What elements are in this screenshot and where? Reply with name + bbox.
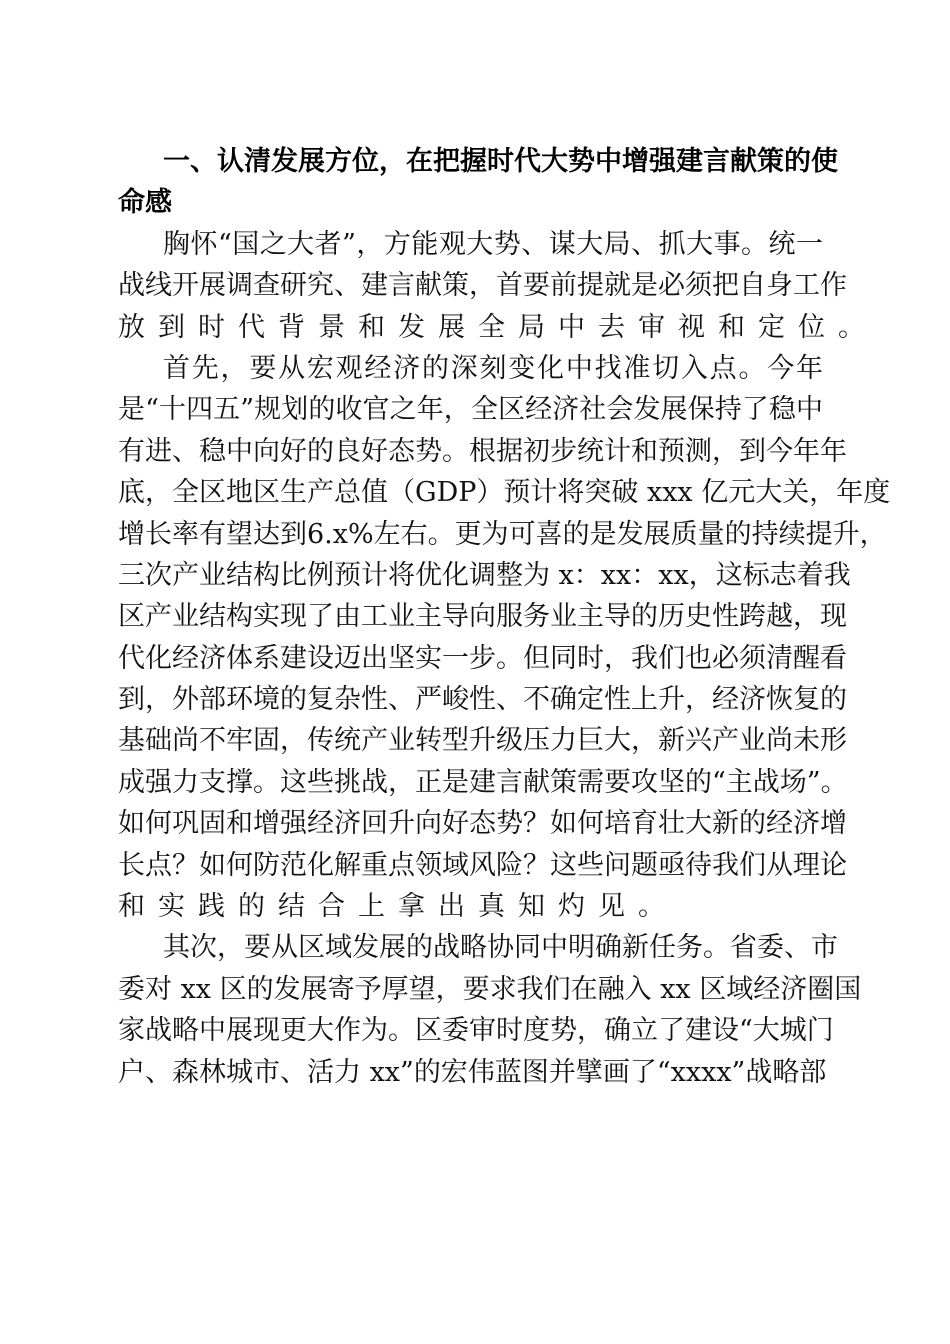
section-heading-line: 命感: [118, 187, 172, 219]
paragraph-line: 代化经济体系建设迈出坚实一步。但同时，我们也必须清醒看: [118, 642, 847, 674]
paragraph-line: 家战略中展现更大作为。区委审时度势，确立了建设“大城门: [118, 1015, 834, 1047]
paragraph-line: 区产业结构实现了由工业主导向服务业主导的历史性跨越，现: [118, 601, 847, 633]
section-heading-line: 一、认清发展方位，在把握时代大势中增强建言献策的使: [163, 146, 838, 177]
paragraph-line: 底，全区地区生产总值（GDP）预计将突破 xxx 亿元大关，年度: [118, 477, 891, 509]
paragraph-line: 首先，要从宏观经济的深刻变化中找准切入点。今年: [163, 352, 823, 384]
paragraph-line: 成强力支撑。这些挑战，正是建言献策需要攻坚的“主战场”。: [118, 766, 848, 798]
paragraph-line: 户、森林城市、活力 xx”的宏伟蓝图并擘画了“xxxx”战略部: [118, 1056, 827, 1088]
paragraph-line: 其次，要从区域发展的战略协同中明确新任务。省委、市: [163, 932, 838, 964]
paragraph-line: 到，外部环境的复杂性、严峻性、不确定性上升，经济恢复的: [118, 684, 847, 716]
paragraph-line: 放到时代背景和发展全局中去审视和定位。: [118, 311, 878, 343]
paragraph-line: 和实践的结合上拿出真知灼见。: [118, 891, 678, 923]
paragraph-line: 三次产业结构比例预计将优化调整为 x：xx：xx，这标志着我: [118, 559, 851, 591]
document-body: [118, 141, 891, 1093]
paragraph-line: 有进、稳中向好的良好态势。根据初步统计和预测，到今年年: [118, 435, 847, 467]
paragraph-line: 如何巩固和增强经济回升向好态势？如何培育壮大新的经济增: [118, 808, 847, 840]
paragraph-line: 委对 xx 区的发展寄予厚望，要求我们在融入 xx 区域经济圈国: [118, 973, 862, 1005]
paragraph-line: 增长率有望达到6.x%左右。更为可喜的是发展质量的持续提升，: [118, 518, 887, 550]
paragraph-line: 基础尚不牢固，传统产业转型升级压力巨大，新兴产业尚未形: [118, 725, 847, 757]
paragraph-line: 战线开展调查研究、建言献策，首要前提就是必须把自身工作: [118, 270, 847, 302]
paragraph-line: 胸怀“国之大者”，方能观大势、谋大局、抓大事。统一: [163, 228, 823, 260]
paragraph-line: 是“十四五”规划的收官之年，全区经济社会发展保持了稳中: [118, 394, 823, 426]
paragraph-line: 长点？如何防范化解重点领域风险？这些问题亟待我们从理论: [118, 849, 847, 881]
